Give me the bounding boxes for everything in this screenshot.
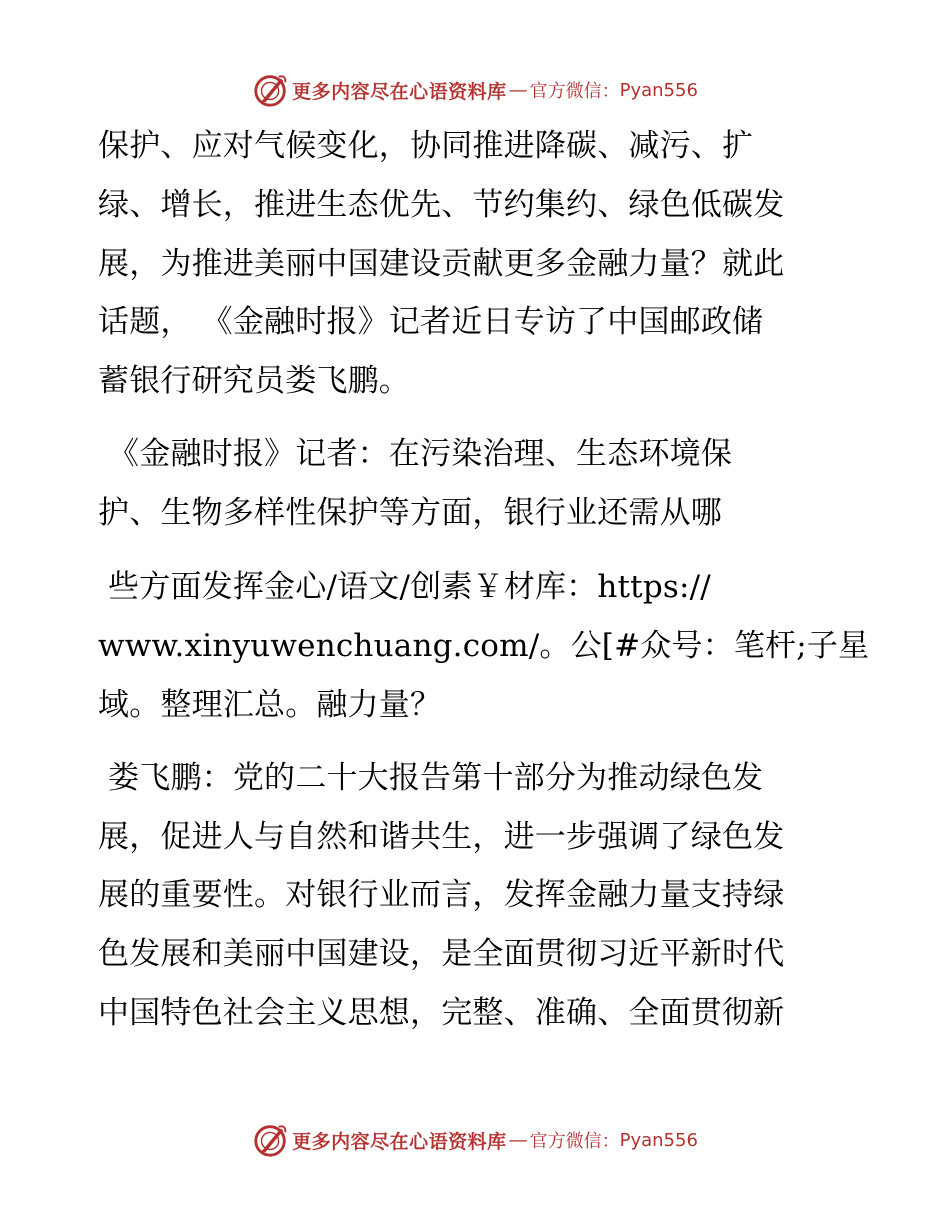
banner-brand-text: 更多内容尽在心语资料库 [292, 1130, 507, 1153]
body-line: www.xinyuwenchuang.com/。公[#众号：笔杆;子星 [98, 628, 870, 664]
body-line: 中国特色社会主义思想，完整、准确、全面贯彻新 [98, 995, 785, 1031]
body-line: 展，为推进美丽中国建设贡献更多金融力量？就此 [98, 246, 785, 282]
body-line: 些方面发挥金心/语文/创素￥材库：https:// [98, 569, 711, 605]
body-line: 绿、增长，推进生态优先、节约集约、绿色低碳发 [98, 187, 785, 223]
body-line: 域。整理汇总。融力量？ [98, 687, 442, 723]
banner-wechat-label: 官方微信： [529, 1131, 620, 1152]
banner-wechat-label: 官方微信： [529, 81, 620, 102]
body-line: 护、生物多样性保护等方面，银行业还需从哪 [98, 495, 722, 531]
banner-wechat-id: Pyan556 [619, 79, 698, 101]
logo-seal-icon [252, 71, 290, 109]
body-line: 展，促进人与自然和谐共生，进一步强调了绿色发 [98, 819, 785, 855]
banner-wechat-id: Pyan556 [619, 1129, 698, 1151]
body-line: 色发展和美丽中国建设，是全面贯彻习近平新时代 [98, 936, 785, 972]
header-banner [0, 70, 950, 110]
body-line: 娄飞鹏：党的二十大报告第十部分为推动绿色发 [98, 760, 764, 796]
footer-banner [0, 1120, 950, 1160]
body-line: 保护、应对气候变化，协同推进降碳、减污、扩 [98, 128, 754, 164]
logo-seal-icon [252, 1121, 290, 1159]
body-line: 《金融时报》记者：在污染治理、生态环境保 [98, 436, 733, 472]
body-line: 蓄银行研究员娄飞鹏。 [98, 363, 410, 399]
banner-dash: — [508, 1129, 528, 1151]
banner-brand-text: 更多内容尽在心语资料库 [292, 80, 507, 103]
banner-dash: — [508, 79, 528, 101]
body-line: 话题， 《金融时报》记者近日专访了中国邮政储 [98, 304, 764, 340]
body-line: 展的重要性。对银行业而言，发挥金融力量支持绿 [98, 877, 785, 913]
